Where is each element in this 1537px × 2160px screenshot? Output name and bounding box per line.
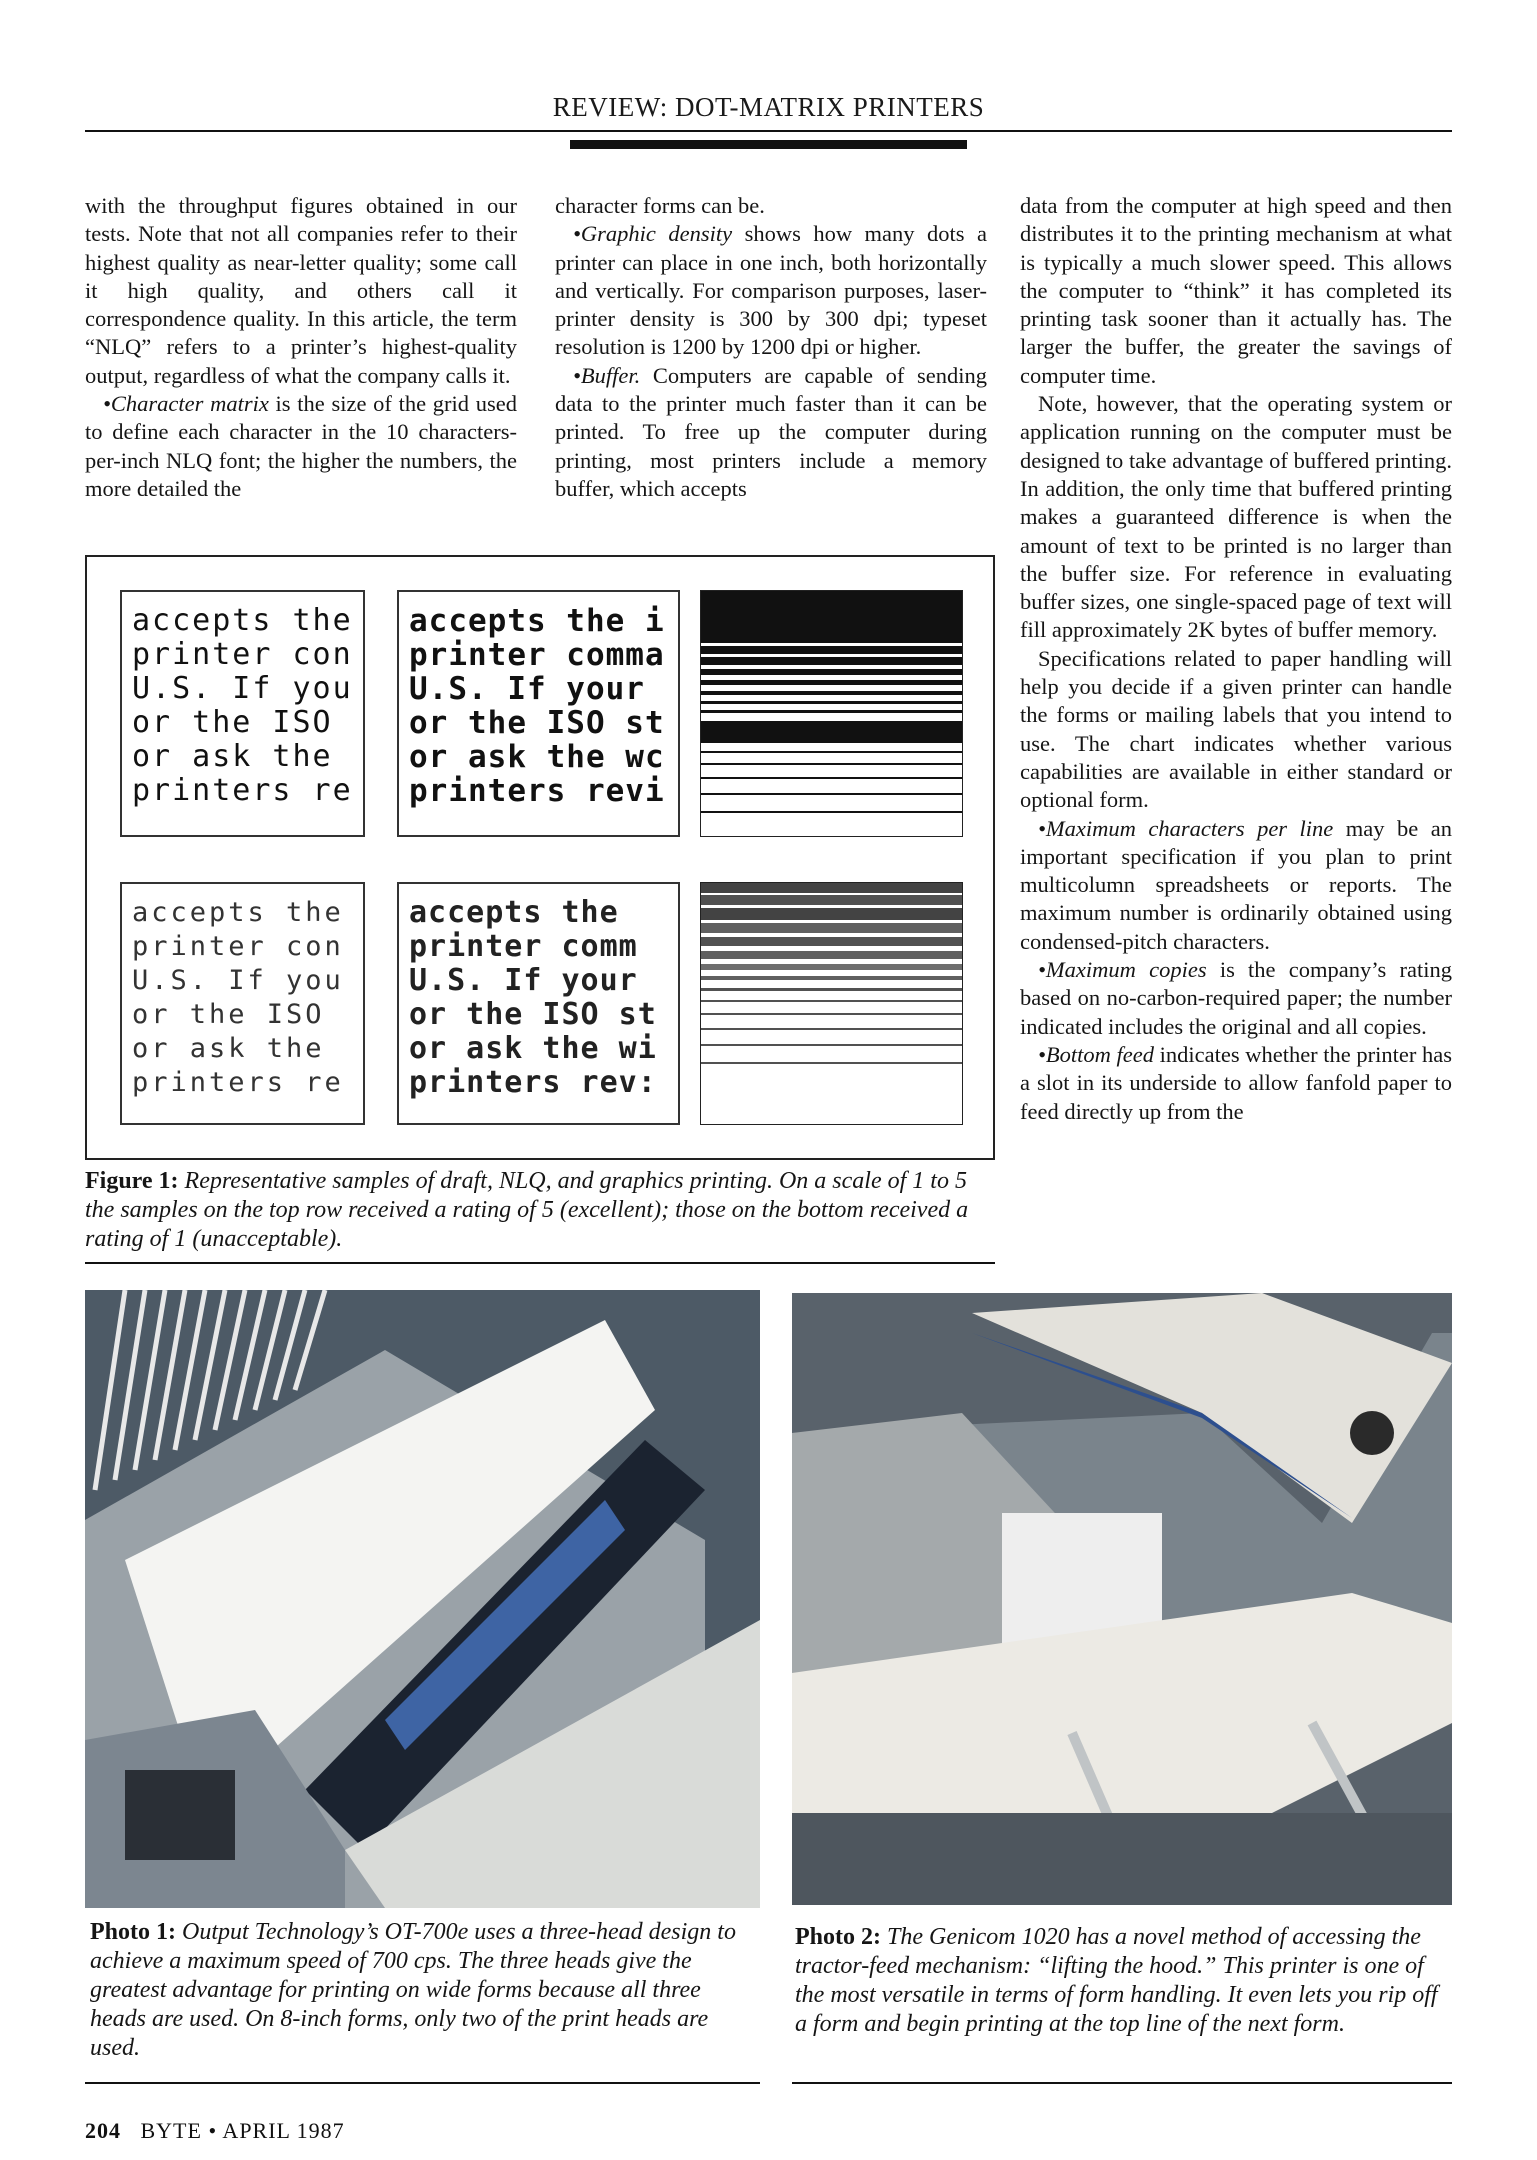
caption-label: Photo 2: bbox=[795, 1924, 881, 1950]
graphics-stripes bbox=[701, 591, 963, 837]
paragraph: data from the computer at high speed and then distributes it to the printing mechanism at what is typically a much slower speed. This allows the computer to “think” it has completed its printing task sooner than it actually has. The larger the buffer, the greater the savings of computer time. bbox=[1020, 193, 1452, 388]
publication-info: BYTE • APRIL 1987 bbox=[140, 2118, 345, 2143]
graphics-sample-top bbox=[700, 590, 963, 837]
article-column-1 bbox=[85, 192, 517, 503]
paragraph: •Bottom feed indicates whether the printer has a slot in its underside to allow fanfold paper to feed directly up from the bbox=[1020, 1041, 1452, 1124]
photo-2-caption: Photo 2: The Genicom 1020 has a novel method of accessing the tractor-feed mechanism: “lifting the hood.” This printer is one of the most versatile in terms of form handling. It even lets you rip off a form and begin printing at the top line of the next form. bbox=[795, 1924, 1438, 2037]
term: •Graphic density bbox=[573, 221, 733, 247]
caption-label: Figure 1: bbox=[85, 1168, 179, 1194]
term: •Maximum copies bbox=[1038, 957, 1207, 983]
graphics-sample-bottom bbox=[700, 882, 963, 1125]
term: •Maximum characters per line bbox=[1038, 815, 1334, 841]
photo-1-printer bbox=[85, 1290, 760, 1908]
photo-2-printer bbox=[792, 1293, 1452, 1905]
caption-label: Photo 1: bbox=[90, 1919, 176, 1945]
header-bar bbox=[570, 140, 967, 149]
page-footer bbox=[85, 2118, 345, 2144]
photo-2-rule bbox=[792, 2082, 1452, 2084]
photo-1-caption: Photo 1: Output Technology’s OT-700e uses a three-head design to achieve a maximum speed of 700 cps. The three heads give the greatest advantage for printing on wide forms because all three heads are used. On 8-inch forms, only two of the print heads are used. bbox=[90, 1919, 736, 2061]
article-column-2 bbox=[555, 192, 987, 503]
figure-1-caption: Figure 1: Representative samples of draft, NLQ, and graphics printing. On a scale of 1 to 5 the samples on the top row received a rating of 5 (excellent); those on the bottom received a rating of 1 (unacceptable). bbox=[85, 1168, 969, 1252]
paragraph: with the throughput figures obtained in our tests. Note that not all companies refer to their highest quality as near-letter quality; some call it high quality, and others call it correspondence quality. In this article, the term “NLQ” refers to a printer’s highest-quality output, regardless of what the company calls it. bbox=[85, 193, 517, 388]
header-rule bbox=[85, 130, 1452, 132]
graphics-stripes bbox=[701, 883, 963, 1125]
term: •Buffer. bbox=[573, 362, 641, 388]
term: •Character matrix bbox=[103, 391, 269, 417]
printer-illustration bbox=[85, 1290, 760, 1908]
paragraph: Specifications related to paper handling will help you decide if a given printer can handle the forms or mailing labels that you intend to use. The chart indicates whether various capabilities are available in either standard or optional form. bbox=[1020, 645, 1452, 813]
page-header-title: REVIEW: DOT-MATRIX PRINTERS bbox=[552, 92, 985, 122]
article-column-3 bbox=[1020, 192, 1452, 1126]
paragraph: •Maximum copies is the company’s rating based on no-carbon-required paper; the number indicated includes the original and all copies. bbox=[1020, 957, 1452, 1039]
page-number: 204 bbox=[85, 2118, 121, 2143]
figure-rule bbox=[85, 1262, 995, 1264]
paragraph: character forms can be. bbox=[555, 193, 765, 218]
sample-top-nlq: accepts the i printer comma U.S. If your or the ISO st or ask the wc printers revi bbox=[397, 590, 680, 837]
figure-1 bbox=[85, 555, 995, 1160]
sample-top-draft: accepts the printer con U.S. If you or the ISO or ask the printers re bbox=[120, 590, 365, 837]
paragraph: •Maximum characters per line may be an important specification if you plan to print multicolumn spreadsheets or reports. The maximum number is ordinarily obtained using condensed-pitch characters. bbox=[1020, 815, 1452, 954]
paragraph: Note, however, that the operating system or application running on the computer must be designed to take advantage of buffered printing. In addition, the only time that buffered printing makes a guaranteed difference is when the amount of text to be printed is no larger than the buffer size. For reference in evaluating buffer sizes, one single-spaced page of text will fill approximately 2K bytes of buffer memory. bbox=[1020, 391, 1452, 643]
paragraph: •Character matrix is the size of the grid used to define each character in the 10 characters-per-inch NLQ font; the higher the numbers, the more detailed the bbox=[85, 391, 517, 501]
paragraph: •Buffer. Computers are capable of sending data to the printer much faster than it can be printed. To free up the computer during printing, most printers include a memory buffer, which accepts bbox=[555, 362, 987, 501]
sample-bottom-nlq: accepts the printer comm U.S. If your or the ISO st or ask the wi printers rev: bbox=[397, 882, 680, 1125]
paragraph: •Graphic density shows how many dots a printer can place in one inch, both horizontally and vertically. For comparison purposes, laser-printer density is 300 by 300 dpi; typeset resolution is 1200 by 1200 dpi or higher. bbox=[555, 221, 987, 360]
printer-illustration bbox=[792, 1293, 1452, 1905]
photo-1-rule bbox=[85, 2082, 760, 2084]
sample-bottom-draft: accepts the printer con U.S. If you or the ISO or ask the printers re bbox=[120, 882, 365, 1125]
term: •Bottom feed bbox=[1038, 1041, 1154, 1067]
